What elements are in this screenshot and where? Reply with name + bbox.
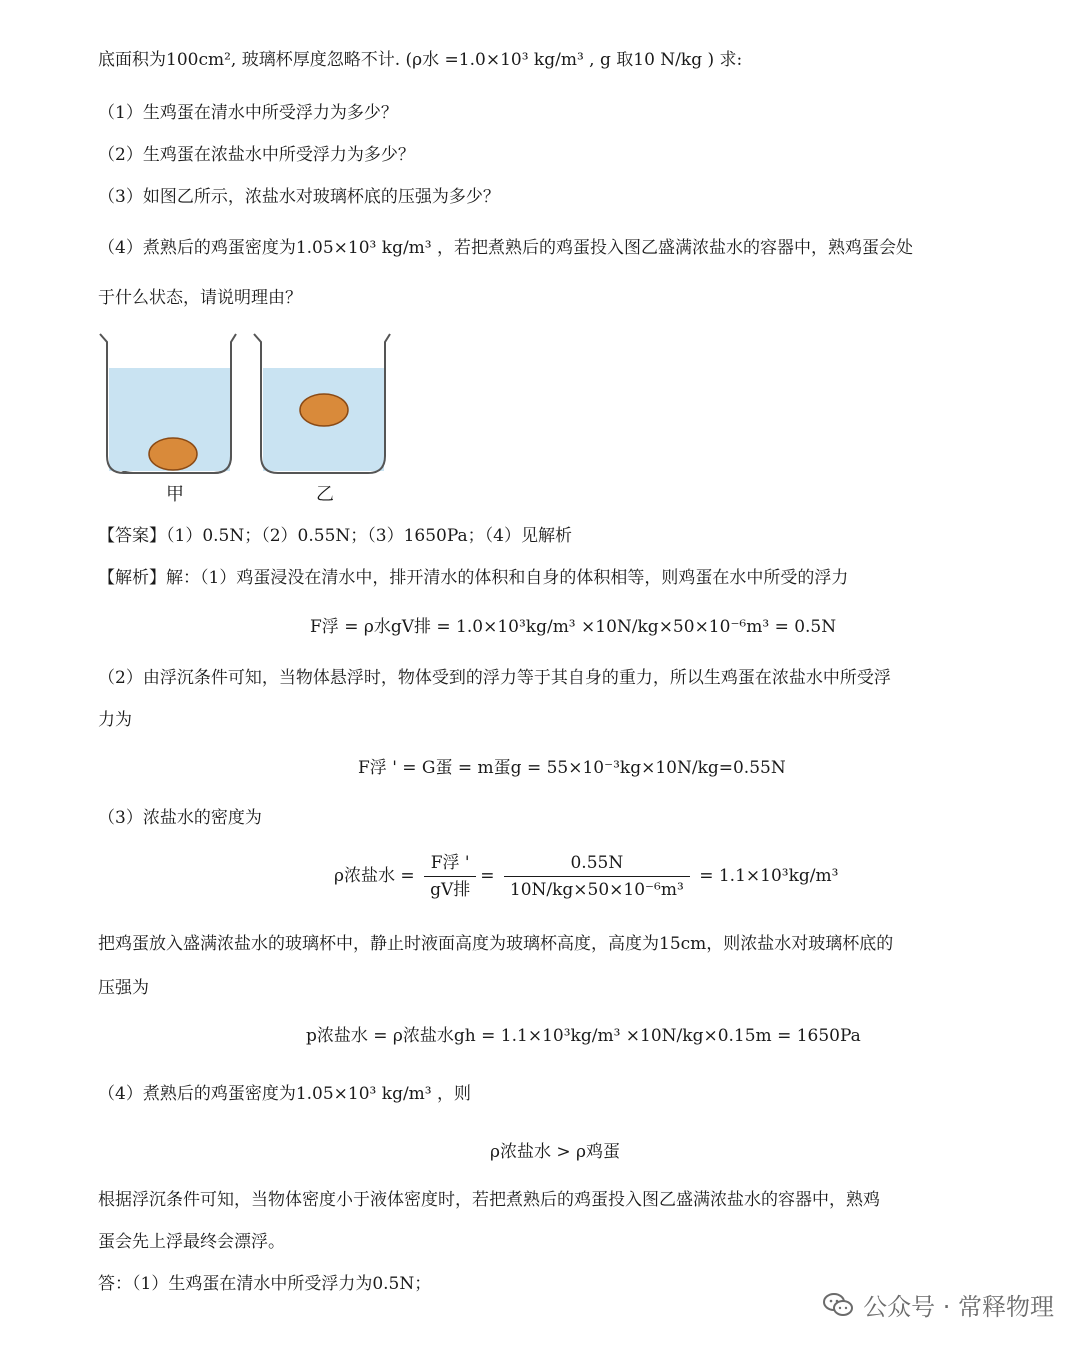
- problem-text-line: 底面积为100cm², 玻璃杯厚度忽略不计. (ρ水 =1.0×10³ kg/m³ , g 取10 N/kg ) 求:: [98, 50, 743, 70]
- solution-3-cont: 压强为: [98, 978, 149, 998]
- question-1: （1）生鸡蛋在清水中所受浮力为多少？: [98, 103, 398, 123]
- solution-4-cont: 蛋会先上浮最终会漂浮。: [98, 1232, 285, 1252]
- solution-3-text: 把鸡蛋放入盛满浓盐水的玻璃杯中，静止时液面高度为玻璃杯高度，高度为15cm，则浓盐水对玻璃杯底的: [98, 934, 894, 954]
- beaker-figure: [96, 326, 396, 506]
- solution-4: （4）煮熟后的鸡蛋密度为1.05×10³ kg/m³ ，则: [98, 1084, 472, 1104]
- solution-1: 【解析】解：（1）鸡蛋浸没在清水中，排开清水的体积和自身的体积相等，则鸡蛋在水中所受的浮力: [98, 568, 849, 588]
- egg-jia: [149, 438, 197, 470]
- solution-4-text: 根据浮沉条件可知，当物体密度小于液体密度时，若把煮熟后的鸡蛋投入图乙盛满浓盐水的容器中，熟鸡: [98, 1190, 880, 1210]
- question-2: （2）生鸡蛋在浓盐水中所受浮力为多少？: [98, 145, 415, 165]
- equation-density: ρ浓盐水 = $\frac{\text{F浮 '}}{\text{gV排}}$ = $\frac{0.55N}{\text{10N/kg×50×10⁻⁶m³}}$ = 1.1×10³kg/m³: [334, 853, 839, 900]
- wechat-icon: [823, 1292, 853, 1318]
- fraction-1-denominator: gV排: [430, 880, 471, 900]
- question-3: （3）如图乙所示，浓盐水对玻璃杯底的压强为多少？: [98, 187, 500, 207]
- density-lhs: ρ浓盐水 =: [334, 866, 415, 886]
- question-4-cont: 于什么状态，请说明理由？: [98, 288, 302, 308]
- fraction-2-denominator: 10N/kg×50×10⁻⁶m³: [509, 880, 684, 900]
- fraction-1-numerator: F浮 ': [424, 852, 476, 877]
- watermark-text: 公众号 · 常释物理: [863, 1293, 1054, 1321]
- solution-3: （3）浓盐水的密度为: [98, 808, 262, 828]
- figure-label-yi: 乙: [316, 484, 334, 505]
- egg-yi: [300, 394, 348, 426]
- solution-2-cont: 力为: [98, 710, 132, 730]
- equation-density-compare: ρ浓盐水 > ρ鸡蛋: [490, 1142, 621, 1162]
- beaker-yi: [254, 334, 390, 473]
- equation-pressure: p浓盐水 = ρ浓盐水gh = 1.1×10³kg/m³ ×10N/kg×0.15m = 1650Pa: [306, 1026, 861, 1046]
- solution-2: （2）由浮沉条件可知，当物体悬浮时，物体受到的浮力等于其自身的重力，所以生鸡蛋在浓盐水中所受浮: [98, 668, 891, 688]
- density-rhs: = 1.1×10³kg/m³: [699, 866, 839, 886]
- question-4: （4）煮熟后的鸡蛋密度为1.05×10³ kg/m³ ，若把煮熟后的鸡蛋投入图乙盛满浓盐水的容器中，熟鸡蛋会处: [98, 238, 914, 258]
- answer-line: 【答案】（1）0.5N；（2）0.55N；（3）1650Pa；（4）见解析: [98, 526, 572, 546]
- figure-label-jia: 甲: [166, 484, 184, 505]
- equation-buoyancy-salt: F浮 ' = G蛋 = m蛋g = 55×10⁻³kg×10N/kg=0.55N: [358, 758, 786, 778]
- equation-buoyancy-water: F浮 = ρ水gV排 = 1.0×10³kg/m³ ×10N/kg×50×10⁻⁶m³ = 0.5N: [310, 617, 837, 637]
- beaker-jia: [100, 334, 236, 473]
- fraction-2-numerator: 0.55N: [504, 852, 690, 877]
- watermark: [823, 1287, 1054, 1322]
- final-answer: 答：（1）生鸡蛋在清水中所受浮力为0.5N；: [98, 1274, 432, 1294]
- fraction-1: [424, 852, 476, 901]
- fraction-2: [504, 852, 690, 901]
